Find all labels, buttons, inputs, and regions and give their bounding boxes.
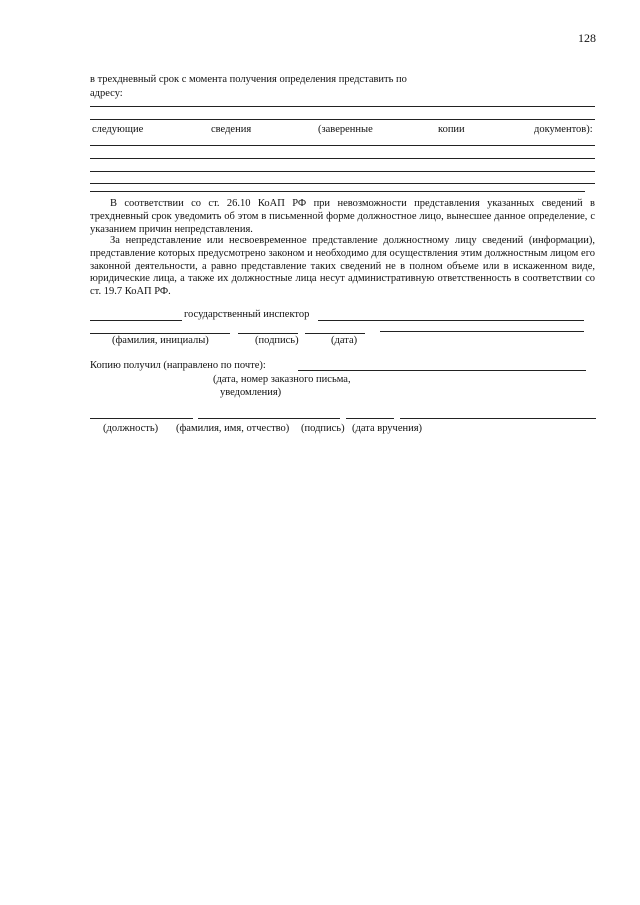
receiver-line-date bbox=[400, 418, 596, 419]
docs-label-4: копии bbox=[438, 124, 465, 135]
inspector-blank-line bbox=[90, 320, 182, 321]
copy-received-line bbox=[298, 370, 586, 371]
docs-line-2 bbox=[90, 158, 595, 159]
receiver-caption-date: (дата вручения) bbox=[352, 423, 423, 434]
docs-label-5: документов): bbox=[534, 124, 593, 135]
receiver-caption-signature: (подпись) bbox=[301, 423, 345, 434]
inspector-sign-line-3 bbox=[305, 333, 365, 334]
docs-line-1 bbox=[90, 145, 595, 146]
receiver-caption-fullname: (фамилия, имя, отчество) bbox=[176, 423, 290, 434]
docs-label-3: (заверенные bbox=[318, 124, 373, 135]
receiver-line-fullname bbox=[198, 418, 340, 419]
inspector-sign-line-2 bbox=[238, 333, 298, 334]
docs-line-4 bbox=[90, 183, 595, 184]
inspector-name-line bbox=[318, 320, 584, 321]
copy-caption-1: (дата, номер заказного письма, bbox=[213, 374, 351, 385]
paragraph-notice: В соответствии со ст. 26.10 КоАП РФ при невозможности представления указанных сведений в трехдневный срок уведомить об этом в письменной форме должностное лицо, вынесшее данное определение, с указанием причин непредставления. bbox=[90, 198, 595, 235]
inspector-sign-line-1 bbox=[90, 333, 230, 334]
receiver-line-position bbox=[90, 418, 193, 419]
address-line-1 bbox=[90, 106, 595, 107]
intro-line-1: в трехдневный срок с момента получения определения представить по bbox=[90, 74, 407, 85]
caption-date: (дата) bbox=[331, 335, 358, 346]
docs-line-3 bbox=[90, 171, 595, 172]
copy-caption-2: уведомления) bbox=[220, 387, 282, 398]
caption-signature: (подпись) bbox=[255, 335, 299, 346]
receiver-caption-position: (должность) bbox=[103, 423, 159, 434]
address-line-2 bbox=[90, 119, 595, 120]
page-number: 128 bbox=[578, 31, 596, 45]
receiver-line-signature bbox=[346, 418, 394, 419]
caption-name: (фамилия, инициалы) bbox=[112, 335, 209, 346]
inspector-label: государственный инспектор bbox=[184, 309, 310, 320]
copy-received-label: Копию получил (направлено по почте): bbox=[90, 360, 266, 371]
docs-label-2: сведения bbox=[211, 124, 252, 135]
intro-line-2: адресу: bbox=[90, 88, 123, 99]
inspector-sign-line-4 bbox=[380, 331, 584, 332]
docs-line-5 bbox=[90, 191, 585, 192]
docs-label-1: следующие bbox=[92, 124, 144, 135]
paragraph-liability: За непредставление или несвоевременное представление должностному лицу сведений (информации), представление которых предусмотрено законом и необходимо для осуществления этим должностным лицом его законной деятельности, а равно представление таких сведений не в полном объеме или в искаженном виде, юридические лица, а также их должностные лица несут административную ответственность в соответствии со ст. 19.7 КоАП РФ. bbox=[90, 235, 595, 298]
